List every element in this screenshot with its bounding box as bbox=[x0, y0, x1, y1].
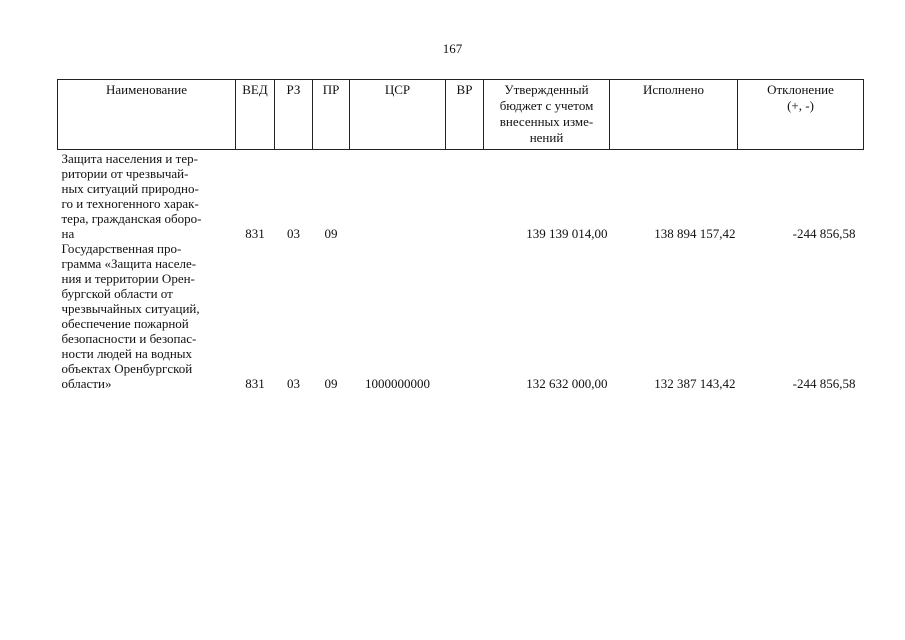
row-name: Защита населения и тер- ритории от чрезвычай- ных ситуаций природно- го и техногенного харак- тера, гражданская оборо- на bbox=[61, 151, 202, 241]
header-name: Наименование bbox=[58, 80, 236, 150]
row-ved: 831 bbox=[245, 226, 265, 241]
header-executed: Исполнено bbox=[610, 80, 738, 150]
row-rz: 03 bbox=[287, 376, 300, 391]
row-approved: 132 632 000,00 bbox=[526, 376, 608, 391]
table-row bbox=[58, 241, 864, 391]
row-executed: 132 387 143,42 bbox=[654, 376, 736, 391]
row-vr bbox=[446, 151, 484, 241]
header-ved: ВЕД bbox=[236, 80, 275, 150]
row-csr bbox=[350, 151, 446, 241]
row-approved: 139 139 014,00 bbox=[526, 226, 608, 241]
row-executed: 138 894 157,42 bbox=[654, 226, 736, 241]
row-rz: 03 bbox=[287, 226, 300, 241]
table-header-row bbox=[58, 80, 864, 150]
row-ved: 831 bbox=[245, 376, 265, 391]
header-vr: ВР bbox=[446, 80, 484, 150]
row-deviation: -244 856,58 bbox=[792, 226, 856, 241]
row-pr: 09 bbox=[324, 226, 338, 241]
row-vr bbox=[446, 241, 484, 391]
page-number: 167 bbox=[442, 41, 463, 56]
row-csr: 1000000000 bbox=[365, 376, 430, 391]
row-name: Государственная про- грамма «Защита населе- ния и территории Орен- бургской области от чрезвычайных ситуаций, обеспечение пожарной безопасности и безопас- ности людей на водных объектах Оренбургской области» bbox=[61, 241, 200, 391]
row-pr: 09 bbox=[324, 376, 338, 391]
budget-table bbox=[57, 79, 864, 391]
header-csr: ЦСР bbox=[350, 80, 446, 150]
row-deviation: -244 856,58 bbox=[792, 376, 856, 391]
header-pr: ПР bbox=[313, 80, 350, 150]
header-deviation: Отклонение (+, -) bbox=[738, 80, 864, 150]
header-approved: Утвержденный бюджет с учетом внесенных изме- нений bbox=[484, 80, 610, 150]
table-row bbox=[58, 151, 864, 241]
header-rz: РЗ bbox=[275, 80, 313, 150]
